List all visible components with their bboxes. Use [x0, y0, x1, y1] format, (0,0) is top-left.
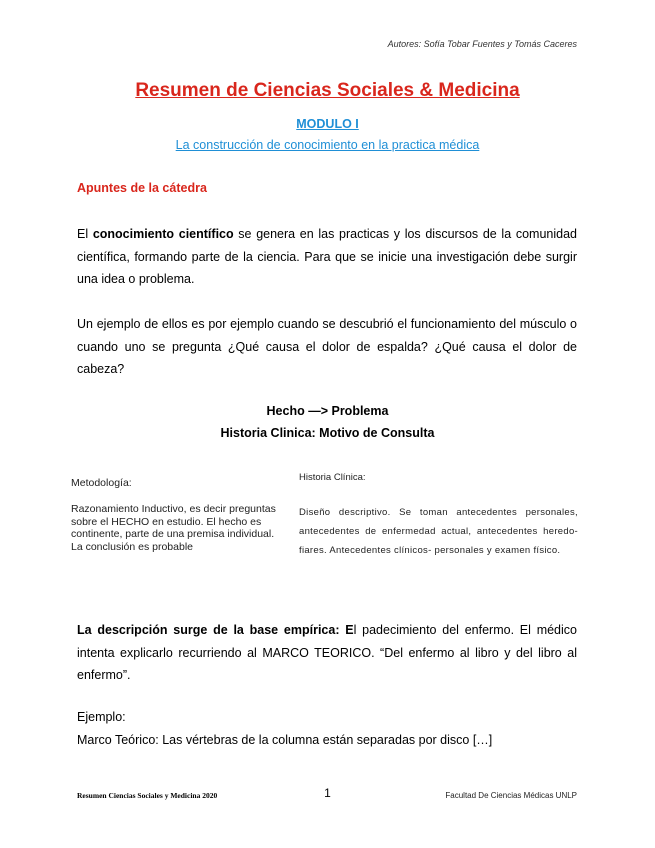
section-heading: Apuntes de la cátedra	[77, 181, 207, 195]
p1-after: se genera en las practicas y los discursos de la comunidad científica, formando parte de la ciencia. Para que se inicie una investigación debe surgir una idea o problema.	[77, 227, 577, 286]
metodologia-label: Metodología:	[71, 477, 132, 489]
historia-clinica-text: Diseño descriptivo. Se toman antecedentes personales, antecedentes de enfermedad actual, antecedentes heredo- fiares. Antecedentes clínicos- personales y examen físico.	[299, 507, 578, 556]
p3-after: l padecimiento del enfermo. El médico intenta explicarlo recurriendo al MARCO TEORICO. “Del enfermo al libro y del libro al enfermo”.	[77, 623, 577, 682]
paragraph-conocimiento	[77, 223, 577, 291]
module-heading: MODULO I	[296, 117, 359, 131]
example-label: Ejemplo:	[77, 710, 126, 724]
paragraph-descripcion	[77, 619, 577, 687]
page-number: 1	[324, 786, 331, 800]
p1-bold: conocimiento científico	[92, 227, 234, 241]
hecho-problema-line: Hecho —> Problema	[266, 404, 389, 418]
footer-right: Facultad De Ciencias Médicas UNLP	[445, 791, 577, 800]
footer-left: Resumen Ciencias Sociales y Medicina 2020	[77, 791, 218, 800]
authors-line: Autores: Sofía Tobar Fuentes y Tomás Caceres	[387, 39, 577, 49]
p3-bold: La descripción surge de la base empírica: E	[77, 623, 354, 637]
p1-before: El	[77, 227, 93, 241]
historia-clinica-label: Historia Clínica:	[299, 472, 366, 483]
page-title: Resumen de Ciencias Sociales & Medicina	[135, 80, 520, 101]
metodologia-text: Razonamiento Inductivo, es decir preguntas sobre el HECHO en estudio. El hecho es continente, parte de una premisa individual. La conclusión es probable	[71, 503, 276, 553]
historia-clinica-line: Historia Clinica: Motivo de Consulta	[220, 426, 435, 440]
module-subtitle: La construcción de conocimiento en la practica médica	[175, 138, 480, 152]
marco-teorico-line: Marco Teórico: Las vértebras de la columna están separadas por disco […]	[77, 733, 493, 747]
paragraph-ejemplo: Un ejemplo de ellos es por ejemplo cuando se descubrió el funcionamiento del músculo o cuando uno se pregunta ¿Qué causa el dolor de espalda? ¿Qué causa el dolor de cabeza?	[77, 317, 577, 376]
